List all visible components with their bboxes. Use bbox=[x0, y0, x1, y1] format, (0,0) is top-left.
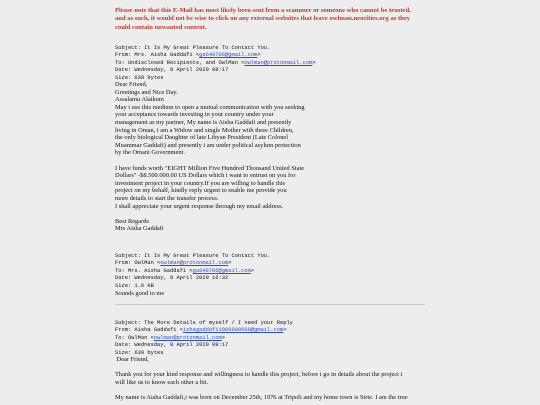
sender-email-link[interactable]: owlman@protonmail.com bbox=[160, 260, 229, 267]
email-2-header bbox=[115, 245, 427, 291]
recipient-email-link[interactable]: ga648706@gmail.com bbox=[192, 267, 251, 274]
email-subject: Subject: It Is My Great Pleasure To Contact You. bbox=[115, 252, 271, 259]
body-line: more details to start the transfer process. bbox=[115, 194, 219, 202]
sender-email-link[interactable]: ishagaddafi1000000000@gmail.com bbox=[182, 327, 284, 334]
email-2-body bbox=[115, 290, 427, 298]
email-1-body bbox=[115, 81, 445, 233]
body-line: living in Oman, i am a Widow and single Mother with three Children, bbox=[115, 126, 294, 134]
body-line: investment project in your country.If you are willing to handle this bbox=[115, 179, 286, 187]
body-line: Dear Friend, bbox=[115, 81, 148, 88]
email-date: Date: Wednesday, 8 April 2020 08:17 bbox=[115, 67, 229, 74]
email-size: Size: 639 bytes bbox=[115, 74, 164, 81]
email-to: To: OwlMan <owlman@protonmail.com> bbox=[115, 334, 226, 341]
email-subject: Subject: The More Details of myself / I need your Reply bbox=[115, 319, 293, 326]
body-line bbox=[115, 210, 445, 218]
email-from: From: Mrs. Aisha Gaddafi <ga648706@gmail.com> bbox=[115, 52, 261, 59]
email-to: To: Undisclosed Recipients, and OwlMan <owlman@protonmail.com> bbox=[115, 59, 316, 66]
body-spacer bbox=[115, 364, 427, 372]
body-line: Mrs Aisha Gaddafi bbox=[115, 225, 164, 233]
body-line: Thank you for your kind response and willingness to handle this project, before i go in details about the project i bbox=[115, 371, 403, 379]
body-greeting: Dear Friend, bbox=[115, 356, 149, 363]
body-line: will like us to know each other a bit. bbox=[115, 378, 209, 386]
body-line bbox=[115, 157, 445, 165]
body-line: management as my partner, My name is Aisha Gaddafi and presently bbox=[115, 118, 292, 126]
body-line: Best Regards bbox=[115, 217, 149, 225]
email-divider bbox=[115, 304, 425, 305]
body-line: May i use this medium to open a mutual communication with you seeking bbox=[115, 103, 305, 111]
sender-email-link[interactable]: ga648706@gmail.com bbox=[199, 52, 258, 59]
warning-line: Please note that this E-Mail has most likely been sent from a scammer or someone who cannot be trusted, bbox=[115, 7, 411, 14]
body-line: I have funds worth "EIGHT Million Five Hundred Thousand United State bbox=[115, 164, 305, 172]
email-subject: Subject: It Is My Great Pleasure To Contact You. bbox=[115, 44, 271, 51]
email-size: Size: 639 bytes bbox=[115, 349, 164, 356]
email-to: To: Mrs. Aisha Gaddafi <ga648706@gmail.com> bbox=[115, 267, 255, 274]
body-line: Muammar Gaddafi) and presently i am under political asylum protection bbox=[115, 141, 301, 149]
email-from: From: OwlMan <owlman@protonmail.com> bbox=[115, 260, 232, 267]
email-date: Date: Wednesday, 8 April 2020 16:32 bbox=[115, 275, 229, 282]
scam-warning bbox=[115, 7, 427, 32]
body-line: Greetings and Nice Day. bbox=[115, 88, 178, 96]
body-line: your acceptance towards investing in your country under your bbox=[115, 111, 274, 119]
body-line: project on my behalf, kindly reply urgent to enable me provide you bbox=[115, 187, 287, 195]
warning-line: could contain unwanted content. bbox=[115, 23, 207, 31]
body-line: Assalamu Alaikum bbox=[115, 96, 164, 104]
body-line: My name is Aisha Gaddafi,i was born on December 25th, 1976 at Tripoli and my home town is Sirte. I am the true bbox=[115, 393, 408, 401]
body-line: by the Omani Government. bbox=[115, 149, 185, 157]
email-from: From: Aisha Gaddafi <ishagaddafi1000000000@gmail.com> bbox=[115, 327, 287, 334]
body-line: the only biological Daughter of late Libyan President (Late Colonel bbox=[115, 134, 289, 142]
email-3-header bbox=[115, 312, 427, 358]
recipient-email-link[interactable]: owlman@protonmail.com bbox=[244, 59, 313, 66]
email-date: Date: Wednesday, 8 April 2020 08:17 bbox=[115, 342, 229, 349]
body-line: Dollars" -$8.500.000.00 US Dollars which i want to entrust on you for bbox=[115, 172, 296, 180]
recipient-email-link[interactable]: owlman@protonmail.com bbox=[153, 334, 222, 341]
email-3-body bbox=[115, 356, 427, 402]
body-line: Sounds good to me bbox=[115, 290, 165, 297]
email-1-header bbox=[115, 37, 427, 83]
body-line: I shall appreciate your urgent response through my email address. bbox=[115, 202, 284, 210]
body-spacer bbox=[115, 386, 427, 394]
email-size: Size: 1.6 KB bbox=[115, 282, 154, 289]
warning-line: and as such, it would not be wise to click on any external websites that leave owlman.neocities.org as they bbox=[115, 15, 411, 23]
